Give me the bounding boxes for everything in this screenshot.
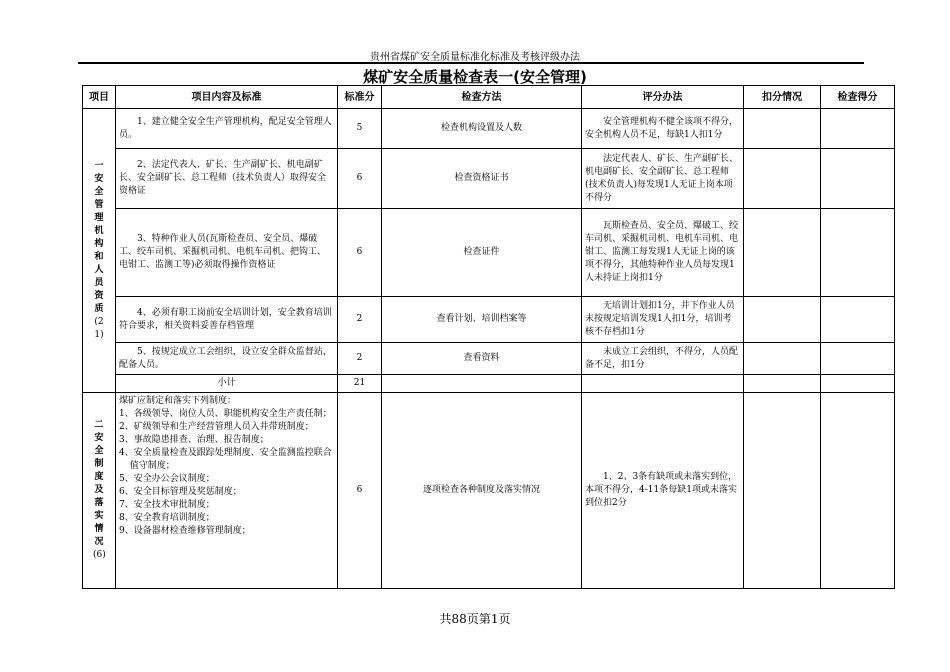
table-row [83,209,895,297]
section2-score: (6) [93,550,106,560]
subtotal-empty-method [382,375,582,393]
col-header-method: 检查方法 [382,86,582,109]
table-row [83,393,895,589]
section1-row2-result[interactable] [821,149,895,209]
inspection-table [82,85,895,589]
section2-name: 二安全制度及落实情况 [94,420,104,547]
section1-row2-content: 2、法定代表人、矿长、生产副矿长、机电副矿长、安全副矿长、总工程师（技术负责人）取得安全资格证 [116,149,338,209]
col-header-result: 检查得分 [821,86,895,109]
page-footer: 共88页第1页 [439,612,511,626]
list-item: 8、安全教育培训制度； [119,513,215,523]
section2-result[interactable] [821,393,895,589]
section1-score: (21) [94,316,104,340]
section1-row2-scoring: 法定代表人、矿长、生产副矿长、机电副矿长、安全副矿长、总工程师(技术负责人)每发现1人无证上岗本项不得分 [582,149,744,209]
section1-row5-method: 查看资料 [382,343,582,375]
section1-subtotal-label: 小计 [116,375,338,393]
section2-content [116,393,338,589]
section2-deduction[interactable] [744,393,821,589]
section1-category [83,109,116,393]
list-item: 7、安全技术审批制度； [119,500,215,510]
section1-row3-scoring: 瓦斯检查员、安全员、爆破工、绞车司机、采掘机司机、电机车司机、电钳工、监测工每发现1人无证上岗的该项不得分，其他特种作业人员每发现1人未持证上岗扣1分 [582,209,744,297]
subtotal-row [83,375,895,393]
section1-row1-scoring: 安全管理机构不健全该项不得分，安全机构人员不足，每缺1人扣1分 [582,109,744,149]
col-header-item: 项目 [83,86,116,109]
subtotal-empty-scoring [582,375,744,393]
subtotal-result[interactable] [821,375,895,393]
section2-method: 逐项检查各种制度及落实情况 [382,393,582,589]
section1-subtotal-value: 21 [338,375,382,393]
section1-row2-std: 6 [338,149,382,209]
section1-row3-deduction[interactable] [744,209,821,297]
section1-row2-method: 检查资格证书 [382,149,582,209]
section1-row5-result[interactable] [821,343,895,375]
table-row [83,149,895,209]
section1-row4-method: 查看计划、培训档案等 [382,297,582,343]
section1-row4-std: 2 [338,297,382,343]
section1-row4-deduction[interactable] [744,297,821,343]
section1-row1-deduction[interactable] [744,109,821,149]
col-header-scoring: 评分办法 [582,86,744,109]
section2-category [83,393,116,589]
list-item: 6、安全目标管理及奖惩制度； [119,487,242,497]
section2-intro: 煤矿应制定和落实下列制度： [119,396,237,406]
col-header-deduction: 扣分情况 [744,86,821,109]
section1-row2-deduction[interactable] [744,149,821,209]
section1-row3-content: 3、特种作业人员(瓦斯检查员、安全员、爆破工、绞车司机、采掘机司机、电机车司机、把钩工、电钳工、监测工等)必须取得操作资格证 [116,209,338,297]
section1-row5-scoring: 未成立工会组织，不得分，人员配备不足，扣1分 [582,343,744,375]
section1-row1-content: 1、建立健全安全生产管理机构，配足安全管理人员。 [116,109,338,149]
section1-row4-result[interactable] [821,297,895,343]
header-rule [78,62,864,64]
section1-name: 一安全管理机构和人员资质 [94,160,104,314]
table-row [83,343,895,375]
list-item: 9、设备器材检查维修管理制度； [119,526,251,536]
list-item: 3、事故隐患排查、治理、报告制度； [119,435,269,445]
section1-row3-std: 6 [338,209,382,297]
col-header-content: 项目内容及标准 [116,86,338,109]
table-row [83,297,895,343]
list-item: 4、安全质量检查及跟踪处理制度、安全监测监控联合值守制度； [119,448,332,471]
section1-row1-std: 5 [338,109,382,149]
document-header: 贵州省煤矿安全质量标准化标准及考核评级办法 [370,52,580,63]
section1-row3-result[interactable] [821,209,895,297]
list-item: 2、矿级领导和生产经营管理人员入井带班制度； [119,422,314,432]
section2-std: 6 [338,393,382,589]
section1-row3-method: 检查证件 [382,209,582,297]
subtotal-deduction[interactable] [744,375,821,393]
col-header-standard-score: 标准分 [338,86,382,109]
section2-scoring: 1、2、3条有缺项或未落实到位，本项不得分，4-11条每缺1项或未落实到位扣2分 [582,393,744,589]
section1-row5-content: 5、按规定成立工会组织，设立安全群众监督站，配备人员。 [116,343,338,375]
section1-row1-result[interactable] [821,109,895,149]
list-item: 1、各级领导、岗位人员、职能机构安全生产责任制； [119,409,332,419]
section1-row4-scoring: 无培训计划扣1分，井下作业人员未按规定培训发现1人扣1分，培训考核不存档扣1分 [582,297,744,343]
table-row [83,109,895,149]
page-title: 煤矿安全质量检查表一(安全管理) [363,68,587,86]
section2-list [119,408,334,538]
list-item: 5、安全办公会议制度； [119,474,215,484]
section1-row1-method: 检查机构设置及人数 [382,109,582,149]
header-row [83,86,895,109]
section1-row4-content: 4、必须有职工岗前安全培训计划，安全教育培训符合要求，相关资料妥善存档管理 [116,297,338,343]
section1-row5-deduction[interactable] [744,343,821,375]
section1-row5-std: 2 [338,343,382,375]
